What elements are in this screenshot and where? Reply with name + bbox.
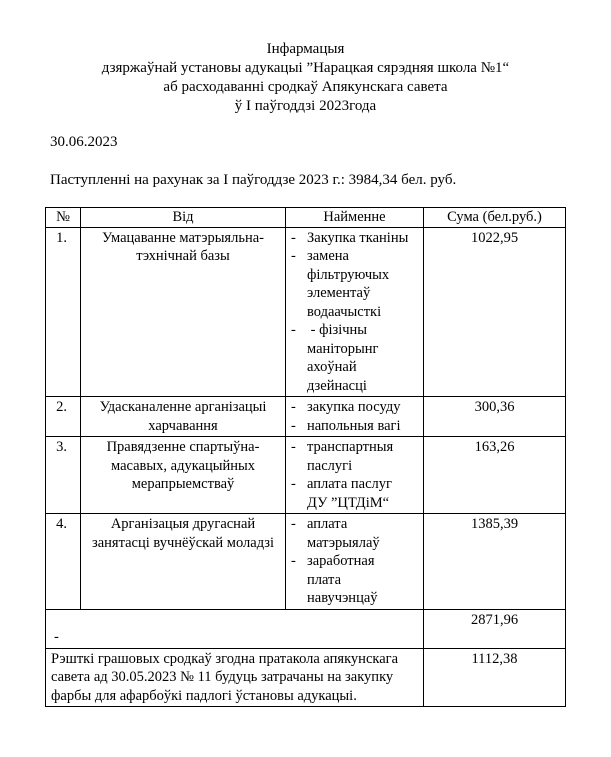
- item-text: напольныя вагі: [307, 417, 401, 434]
- row-items: [286, 437, 424, 514]
- header-line-2: дзяржаўнай установы адукацыі ”Нарацкая сярэдняя школа №1“: [101, 60, 510, 76]
- row-items: [286, 397, 424, 437]
- item-text: Закупка тканіны: [307, 229, 409, 246]
- list-item: - аплата матэрыялаў: [291, 516, 380, 551]
- remainder-row: [46, 648, 566, 707]
- total-row: [46, 609, 566, 648]
- header-line-1: Інфармацыя: [266, 41, 345, 57]
- row-sum: 163,26: [424, 437, 566, 514]
- total-sum: 2871,96: [424, 609, 566, 648]
- list-item: - напольныя вагі: [291, 417, 401, 434]
- row-number: 4.: [46, 514, 81, 610]
- row-number: 3.: [46, 437, 81, 514]
- list-item: - - фізічны маніторынг ахоўнай дзейнасці: [291, 322, 383, 394]
- column-header-sum: Сума (бел.руб.): [424, 208, 566, 228]
- row-items: [286, 514, 424, 610]
- table-row: [46, 397, 566, 437]
- table-row: [46, 227, 566, 397]
- item-text: закупка посуду: [307, 399, 401, 415]
- table-row: [46, 437, 566, 514]
- list-item: - закупка посуду: [291, 399, 401, 415]
- column-header-name: Найменне: [286, 208, 424, 228]
- total-marker: -: [46, 609, 424, 648]
- column-header-vid: Від: [81, 208, 286, 228]
- item-text: замена фільтруючых элементаў водаачысткі: [307, 248, 390, 320]
- document-header: [0, 40, 611, 116]
- header-line-3: аб расходаванні сродкаў Апякунскага савета: [163, 79, 448, 95]
- item-text: заработная плата навучэнцаў: [307, 553, 378, 606]
- list-item: - заработная плата навучэнцаў: [291, 553, 378, 606]
- header-line-4: ў І паўгоддзі 2023года: [234, 98, 377, 114]
- row-category: Арганізацыя другаснай занятасці вучнёўскай моладзі: [81, 514, 286, 610]
- row-number: 2.: [46, 397, 81, 437]
- list-item: - Закупка тканіны: [291, 229, 409, 246]
- list-item: - аплата паслуг ДУ ”ЦТДіМ“: [291, 476, 392, 511]
- row-category: Правядзенне спартыўна-масавых, адукацыйных мерапрыемстваў: [81, 437, 286, 514]
- remainder-text: Рэшткі грашовых сродкаў згодна пратакола апякунскага савета ад 30.05.2023 № 11 будуць затрачаны на закупку фарбы для афарбоўкі падлогі ўстановы адукацыі.: [46, 648, 424, 707]
- item-text: аплата матэрыялаў: [307, 516, 380, 551]
- income-line: Паступленні на рахунак за І паўгоддзе 2023 г.: 3984,34 бел. руб.: [50, 172, 457, 188]
- row-category: Умацаванне матэрыяльна-тэхнічнай базы: [81, 227, 286, 397]
- expenses-table: [45, 207, 566, 707]
- document-date: 30.06.2023: [50, 134, 118, 150]
- row-sum: 1022,95: [424, 227, 566, 397]
- table-row: [46, 514, 566, 610]
- item-text: транспартныя паслугі: [307, 439, 394, 474]
- item-text: - фізічны маніторынг ахоўнай дзейнасці: [307, 322, 383, 394]
- item-text: аплата паслуг ДУ ”ЦТДіМ“: [307, 476, 392, 511]
- row-sum: 300,36: [424, 397, 566, 437]
- row-sum: 1385,39: [424, 514, 566, 610]
- row-number: 1.: [46, 227, 81, 397]
- row-items: [286, 227, 424, 397]
- list-item: - транспартныя паслугі: [291, 439, 394, 474]
- row-category: Удасканаленне арганізацыі харчавання: [81, 397, 286, 437]
- list-item: - замена фільтруючых элементаў водаачысткі: [291, 248, 390, 320]
- column-header-num: №: [46, 208, 81, 228]
- remainder-sum: 1112,38: [424, 648, 566, 707]
- table-header-row: [46, 208, 566, 228]
